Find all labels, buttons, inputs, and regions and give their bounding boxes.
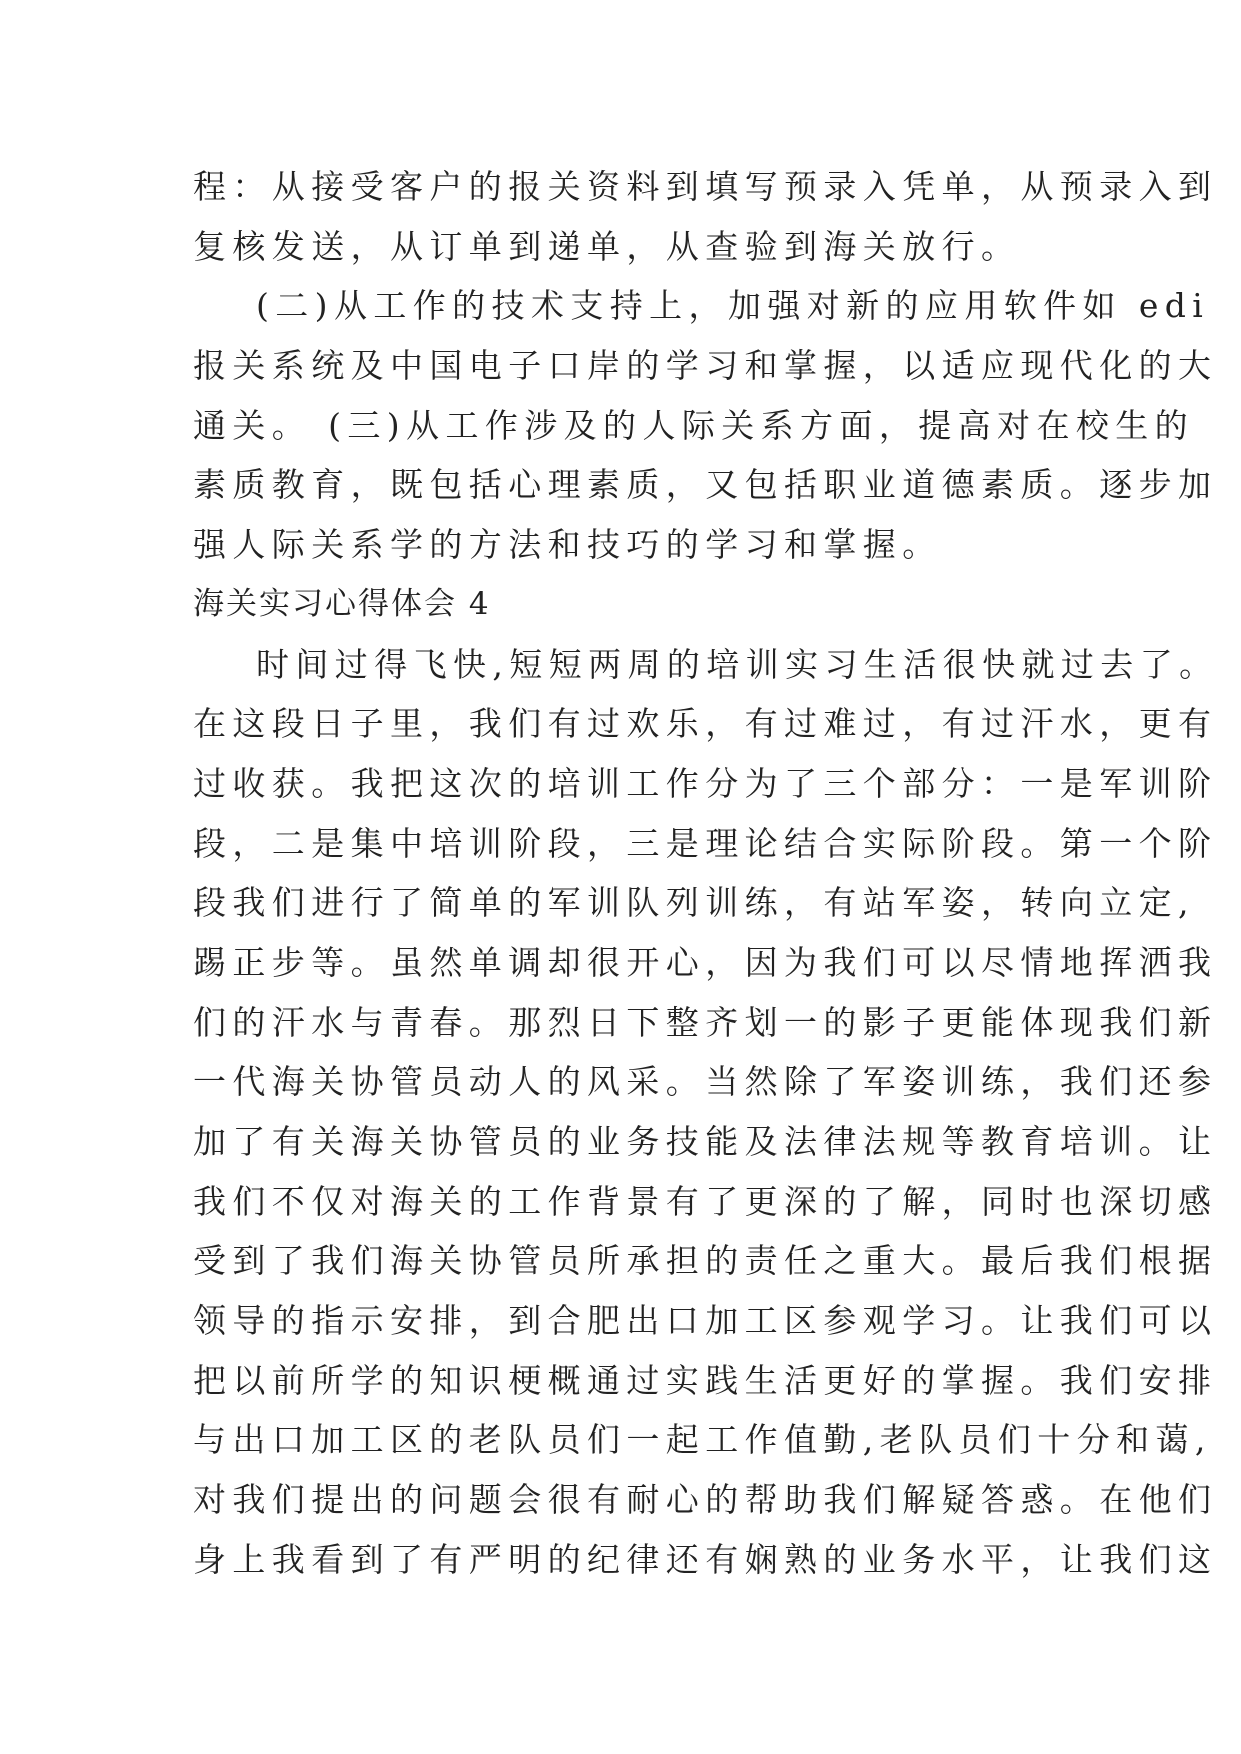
text-line: 段我们进行了简单的军训队列训练，有站军姿，转向立定, [193, 883, 1195, 923]
text-line: 素质教育，既包括心理素质，又包括职业道德素质。逐步加 [193, 465, 1218, 505]
text-line: 程：从接受客户的报关资料到填写预录入凭单，从预录入到 [193, 167, 1218, 206]
text-line: 在这段日子里，我们有过欢乐，有过难过，有过汗水，更有 [193, 704, 1218, 744]
text-line: 复核发送，从订单到递单，从查验到海关放行。 [193, 226, 1021, 266]
text-line: 领导的指示安排，到合肥出口加工区参观学习。让我们可以 [193, 1301, 1218, 1341]
text-line: 把以前所学的知识梗概通过实践生活更好的掌握。我们安排 [193, 1360, 1218, 1400]
text-line: 身上我看到了有严明的纪律还有娴熟的业务水平，让我们这 [193, 1539, 1218, 1579]
text-line: 我们不仅对海关的工作背景有了更深的了解，同时也深切感 [193, 1181, 1218, 1221]
text-line: 一代海关协管员动人的风采。当然除了军姿训练，我们还参 [193, 1062, 1218, 1102]
paragraph-start-line: (二)从工作的技术支持上，加强对新的应用软件如 edi [256, 286, 1210, 326]
text-line: 报关系统及中国电子口岸的学习和掌握，以适应现代化的大 [193, 346, 1218, 386]
text-line: 踢正步等。虽然单调却很开心，因为我们可以尽情地挥洒我 [193, 942, 1218, 982]
text-line: 强人际关系学的方法和技巧的学习和掌握。 [193, 525, 942, 565]
text-line: 们的汗水与青春。那烈日下整齐划一的影子更能体现我们新 [193, 1002, 1218, 1042]
paragraph-start-line: 时间过得飞快,短短两周的培训实习生活很快就过去了。 [256, 644, 1219, 684]
text-line: 对我们提出的问题会很有耐心的帮助我们解疑答惑。在他们 [193, 1480, 1218, 1520]
section-heading: 海关实习心得体会 4 [193, 585, 491, 622]
text-line: 受到了我们海关协管员所承担的责任之重大。最后我们根据 [193, 1241, 1218, 1281]
text-line: 与出口加工区的老队员们一起工作值勤,老队员们十分和蔼, [193, 1420, 1212, 1460]
text-line: 通关。 (三)从工作涉及的人际关系方面，提高对在校生的 [193, 405, 1195, 445]
document-body [193, 157, 1219, 1590]
text-line: 过收获。我把这次的培训工作分为了三个部分：一是军训阶 [193, 763, 1218, 803]
text-line: 加了有关海关协管员的业务技能及法律法规等教育培训。让 [193, 1122, 1218, 1161]
text-line: 段，二是集中培训阶段，三是理论结合实际阶段。第一个阶 [193, 823, 1218, 863]
